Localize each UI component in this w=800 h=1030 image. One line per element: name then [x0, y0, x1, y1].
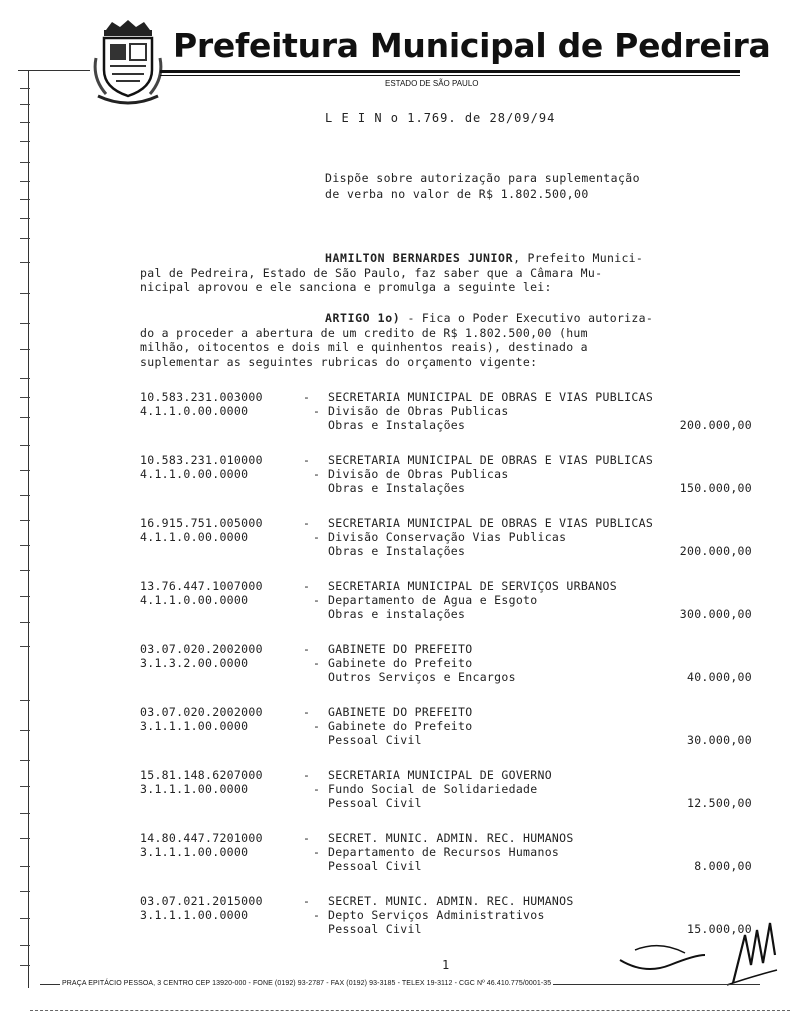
- entry-amount: 12.500,00: [686, 796, 752, 810]
- margin-tick: [20, 417, 30, 418]
- margin-tick: [20, 397, 30, 398]
- preamble-line: pal de Pedreira, Estado de São Paulo, faz saber que a Câmara Mu-: [140, 265, 603, 280]
- entry-secretaria: SECRETARIA MUNICIPAL DE OBRAS E VIAS PUBLICAS: [328, 516, 654, 530]
- margin-tick: [20, 760, 30, 761]
- entry-dash: -: [313, 908, 321, 922]
- article-line: do a proceder a abertura de um credito de R$ 1.802.500,00 (hum: [140, 325, 588, 340]
- entry-division: Divisão Conservação Vias Publicas: [328, 530, 567, 544]
- entry-code: 10.583.231.003000: [140, 390, 263, 404]
- margin-tick: [20, 786, 30, 787]
- signature: [615, 915, 780, 990]
- margin-tick: [20, 199, 30, 200]
- entry-division: Fundo Social de Solidariedade: [328, 782, 538, 796]
- title-rule: [160, 70, 740, 73]
- entry-subcode: 3.1.1.1.00.0000: [140, 908, 249, 922]
- entry-division: Departamento de Recursos Humanos: [328, 845, 560, 859]
- margin-tick: [20, 945, 30, 946]
- margin-tick: [20, 866, 30, 867]
- page-number: 1: [442, 958, 450, 972]
- entry-division: Gabinete do Prefeito: [328, 719, 473, 733]
- entry-code: 14.80.447.7201000: [140, 831, 263, 845]
- entry-code: 03.07.020.2002000: [140, 642, 263, 656]
- margin-tick: [20, 495, 30, 496]
- entry-dash: -: [303, 768, 311, 782]
- entry-secretaria: SECRET. MUNIC. ADMIN. REC. HUMANOS: [328, 894, 574, 908]
- margin-tick: [20, 104, 30, 105]
- margin-tick: [20, 646, 30, 647]
- margin-tick: [20, 445, 30, 446]
- entry-secretaria: GABINETE DO PREFEITO: [328, 642, 473, 656]
- entry-subcode: 4.1.1.0.00.0000: [140, 530, 249, 544]
- margin-tick: [20, 700, 30, 701]
- title-rule-thin: [160, 75, 740, 76]
- article-line: suplementar as seguintes rubricas do orçamento vigente:: [140, 354, 538, 369]
- margin-tick: [20, 141, 30, 142]
- entry-code: 03.07.021.2015000: [140, 894, 263, 908]
- entry-division: Depto Serviços Administrativos: [328, 908, 545, 922]
- budget-entry: [140, 642, 752, 690]
- footer-address: PRAÇA EPITÁCIO PESSOA, 3 CENTRO CEP 13920-000 - FONE (0192) 93-2787 - FAX (0192) 93-3185 - TELEX 19-3112 - CGC Nº 46.410.775/0001-35: [62, 980, 552, 987]
- margin-tick: [20, 293, 30, 294]
- entry-amount: 8.000,00: [694, 859, 752, 873]
- margin-tick: [20, 470, 30, 471]
- margin-tick: [20, 218, 30, 219]
- entry-amount: 200.000,00: [679, 544, 752, 558]
- mayor-name: HAMILTON BERNARDES JUNIOR: [325, 251, 514, 265]
- entry-amount: 200.000,00: [679, 418, 752, 432]
- entry-dash: -: [303, 642, 311, 656]
- margin-tick: [20, 965, 30, 966]
- margin-tick: [20, 596, 30, 597]
- entry-dash: -: [303, 579, 311, 593]
- entry-subcode: 3.1.1.1.00.0000: [140, 782, 249, 796]
- entry-dash: -: [313, 404, 321, 418]
- article-line: - Fica o Poder Executivo autoriza-: [400, 311, 654, 325]
- entry-dash: -: [313, 719, 321, 733]
- margin-tick: [20, 162, 30, 163]
- entry-division: Divisão de Obras Publicas: [328, 467, 509, 481]
- entry-item: Pessoal Civil: [328, 922, 422, 936]
- entry-code: 10.583.231.010000: [140, 453, 263, 467]
- margin-tick: [20, 238, 30, 239]
- entry-dash: -: [313, 656, 321, 670]
- top-left-border: [18, 70, 90, 71]
- entry-dash: -: [303, 831, 311, 845]
- entry-dash: -: [303, 453, 311, 467]
- entry-subcode: 3.1.1.1.00.0000: [140, 845, 249, 859]
- margin-tick: [20, 520, 30, 521]
- margin-tick: [20, 181, 30, 182]
- entry-secretaria: GABINETE DO PREFEITO: [328, 705, 473, 719]
- preamble-line: nicipal aprovou e ele sanciona e promulga a seguinte lei:: [140, 280, 552, 294]
- entry-secretaria: SECRETARIA MUNICIPAL DE OBRAS E VIAS PUBLICAS: [328, 453, 654, 467]
- entry-secretaria: SECRETARIA MUNICIPAL DE SERVIÇOS URBANOS: [328, 579, 617, 593]
- entry-subcode: 4.1.1.0.00.0000: [140, 404, 249, 418]
- entry-amount: 300.000,00: [679, 607, 752, 621]
- organization-subtitle: ESTADO DE SÃO PAULO: [385, 79, 479, 88]
- margin-tick: [20, 838, 30, 839]
- entry-amount: 30.000,00: [686, 733, 752, 747]
- margin-tick: [20, 891, 30, 892]
- margin-tick: [20, 88, 30, 89]
- margin-tick: [20, 349, 30, 350]
- entry-code: 13.76.447.1007000: [140, 579, 263, 593]
- budget-entry: [140, 768, 752, 816]
- entry-division: Divisão de Obras Publicas: [328, 404, 509, 418]
- law-number: L E I N o 1.769. de 28/09/94: [325, 111, 556, 125]
- entry-subcode: 4.1.1.0.00.0000: [140, 593, 249, 607]
- entry-code: 15.81.148.6207000: [140, 768, 263, 782]
- entry-subcode: 4.1.1.0.00.0000: [140, 467, 249, 481]
- margin-tick: [20, 918, 30, 919]
- left-margin-border: [28, 70, 29, 988]
- entry-item: Obras e Instalações: [328, 481, 466, 495]
- margin-tick: [20, 545, 30, 546]
- entry-dash: -: [313, 782, 321, 796]
- entry-item: Outros Serviços e Encargos: [328, 670, 516, 684]
- entry-dash: -: [313, 593, 321, 607]
- entry-item: Pessoal Civil: [328, 859, 422, 873]
- entry-secretaria: SECRET. MUNIC. ADMIN. REC. HUMANOS: [328, 831, 574, 845]
- budget-entry: [140, 453, 752, 501]
- budget-entry: [140, 831, 752, 879]
- entry-secretaria: SECRETARIA MUNICIPAL DE OBRAS E VIAS PUBLICAS: [328, 390, 654, 404]
- entry-dash: -: [313, 467, 321, 481]
- article-label: ARTIGO 1o): [325, 311, 401, 325]
- entry-item: Pessoal Civil: [328, 733, 422, 747]
- margin-tick: [20, 262, 30, 263]
- article-paragraph: [140, 311, 752, 369]
- entry-subcode: 3.1.3.2.00.0000: [140, 656, 249, 670]
- entry-item: Obras e Instalações: [328, 418, 466, 432]
- summary-line: de verba no valor de R$ 1.802.500,00: [325, 187, 589, 201]
- entry-subcode: 3.1.1.1.00.0000: [140, 719, 249, 733]
- preamble-paragraph: [140, 251, 752, 295]
- article-line: milhão, oitocentos e dois mil e quinhentos reais), destinado a: [140, 340, 588, 354]
- budget-entry: [140, 390, 752, 438]
- entry-dash: -: [303, 894, 311, 908]
- entry-dash: -: [303, 705, 311, 719]
- preamble-line: , Prefeito Munici-: [513, 251, 644, 265]
- summary-line: Dispõe sobre autorização para suplementação: [325, 171, 640, 185]
- entry-amount: 15.000,00: [686, 922, 752, 936]
- entry-dash: -: [313, 845, 321, 859]
- entry-amount: 150.000,00: [679, 481, 752, 495]
- margin-tick: [20, 730, 30, 731]
- entry-secretaria: SECRETARIA MUNICIPAL DE GOVERNO: [328, 768, 552, 782]
- bottom-dashed-line: [30, 1010, 790, 1013]
- budget-entry: [140, 705, 752, 753]
- budget-entry: [140, 579, 752, 627]
- entry-code: 03.07.020.2002000: [140, 705, 263, 719]
- entry-amount: 40.000,00: [686, 670, 752, 684]
- margin-tick: [20, 813, 30, 814]
- margin-tick: [20, 622, 30, 623]
- entry-dash: -: [303, 390, 311, 404]
- law-summary: [325, 170, 640, 202]
- margin-tick: [20, 122, 30, 123]
- margin-tick: [20, 323, 30, 324]
- margin-tick: [20, 378, 30, 379]
- entry-dash: -: [303, 516, 311, 530]
- entry-dash: -: [313, 530, 321, 544]
- entry-item: Obras e Instalações: [328, 544, 466, 558]
- margin-tick: [20, 570, 30, 571]
- organization-title: Prefeitura Municipal de Pedreira: [173, 26, 771, 65]
- entry-division: Departamento de Agua e Esgoto: [328, 593, 538, 607]
- entry-code: 16.915.751.005000: [140, 516, 263, 530]
- entry-division: Gabinete do Prefeito: [328, 656, 473, 670]
- municipal-crest-logo: [88, 18, 168, 114]
- entry-item: Pessoal Civil: [328, 796, 422, 810]
- entry-item: Obras e instalações: [328, 607, 466, 621]
- budget-entry: [140, 516, 752, 564]
